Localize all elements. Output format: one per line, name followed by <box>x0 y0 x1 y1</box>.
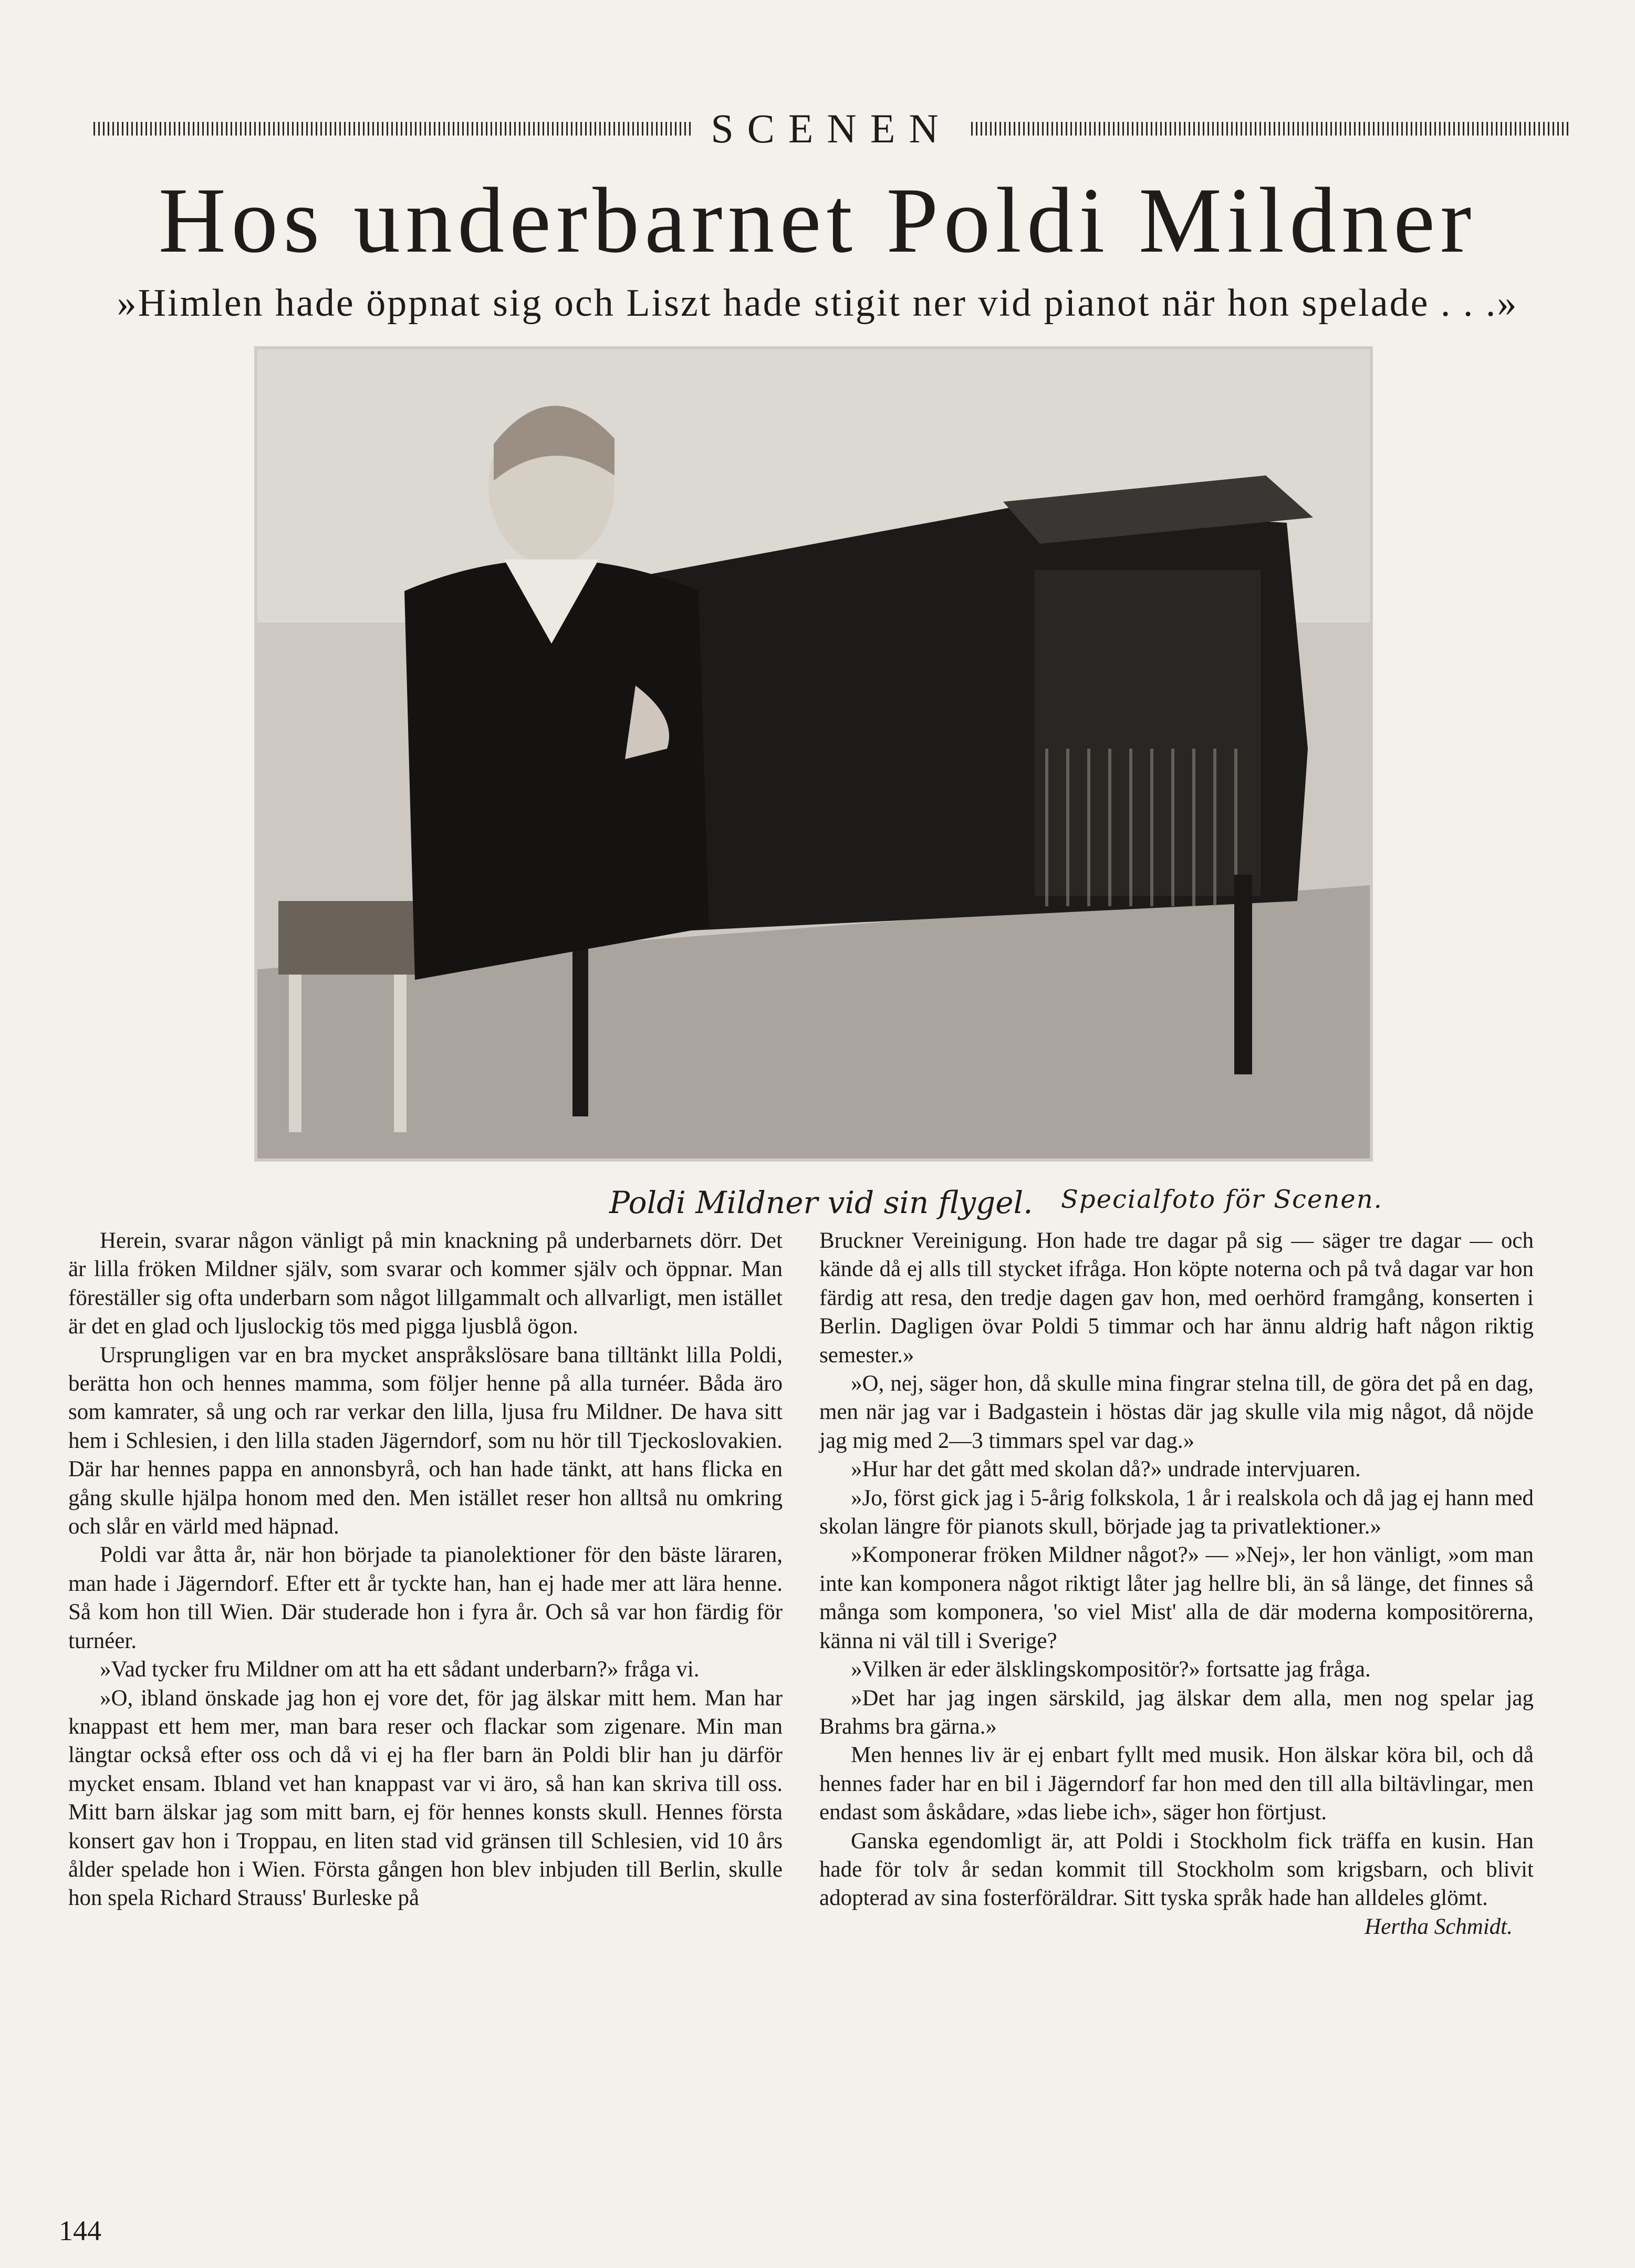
paragraph: Bruckner Vereinigung. Hon hade tre dagar på sig — säger tre dagar — och kände då ej alls till stycket ifråga. Hon köpte noterna och på två dagar var hon färdig att resa, den tredje dagen gav hon, med oerhörd framgång, konserten i Berlin. Dagligen övar Poldi 5 timmar och har ännu aldrig haft någon riktig semester.» <box>819 1228 1534 1368</box>
paragraph: »Hur har det gått med skolan då?» undrade intervjuaren. <box>851 1457 1361 1482</box>
paragraph: Ganska egendomligt är, att Poldi i Stockholm fick träffa en kusin. Han hade för tolv år sedan kommit till Stockholm som krigsbarn, och blivit adopterad av sina fosterföräldrar. Sitt tyska språk hade han alldeles glömt. <box>819 1828 1534 1911</box>
article-subtitle: »Himlen hade öppnat sig och Liszt hade stigit ner vid pianot när hon spelade . . .» <box>117 282 1518 325</box>
paragraph: »Vad tycker fru Mildner om att ha ett sådant underbarn?» fråga vi. <box>100 1657 700 1682</box>
paragraph: »O, nej, säger hon, då skulle mina fingrar stelna till, de göra det på en dag, men när jag var i Badgastein i höstas där jag skulle vila mig något, då nöjde jag mig med 2—3 timmars spel var dag.» <box>819 1371 1534 1453</box>
photo-credit: Specialfoto för Scenen. <box>1061 1185 1383 1214</box>
paragraph: »Komponerar fröken Mildner något?» — »Nej», ler hon vänligt, »om man inte kan komponera något riktigt låter jag hellre bli, än så länge, det finnes så många som komponera, 'so viel Mist' alla de där moderna kompositörerna, känna ni väl till i Sverige? <box>819 1542 1534 1653</box>
page-number: 144 <box>59 2215 101 2246</box>
paragraph: »Jo, först gick jag i 5-årig folkskola, 1 år i realskola och då jag ej hann med skolan längre för pianots skull, började jag ta privatlektioner.» <box>819 1485 1534 1539</box>
section-header <box>93 105 1569 152</box>
article-column-left <box>68 1227 783 1913</box>
header-rule-right <box>971 122 1569 136</box>
paragraph: »Det har jag ingen särskild, jag älskar dem alla, men nog spelar jag Brahms bra gärna.» <box>819 1685 1534 1739</box>
paragraph: Men hennes liv är ej enbart fyllt med musik. Hon älskar köra bil, och då hennes fader har en bil i Jägerndorf far hon med den till alla biltävlingar, men endast som åskådare, »das liebe ich», säger hon förtjust. <box>819 1743 1534 1825</box>
article-title: Hos underbarnet Poldi Mildner <box>158 168 1477 272</box>
paragraph: »Vilken är eder älsklingskompositör?» fortsatte jag fråga. <box>851 1657 1371 1682</box>
header-rule-left <box>93 122 692 136</box>
photo-caption: Poldi Mildner vid sin flygel. <box>609 1185 1033 1220</box>
paragraph: Herein, svarar någon vänligt på min knackning på underbarnets dörr. Det är lilla fröken Mildner själv, som svarar och kommer själv och öppnar. Man föreställer sig ofta underbarn som något lillgammalt och allvarligt, men istället är det en glad och ljuslockig tös med pigga ljusblå ögon. <box>68 1228 783 1339</box>
article-column-right <box>819 1227 1534 1941</box>
paragraph: »O, ibland önskade jag hon ej vore det, för jag älskar mitt hem. Man har knappast ett hem mer, man bara reser och flackar som zigenare. Min man längtar också efter oss och då vi ej ha fler barn än Poldi blir han ju därför mycket ensam. Ibland vet han knappast var vi äro, så han kan skriva till oss. Mitt barn älskar jag som mitt barn, ej för hennes konsts skull. Hennes första konsert gav hon i Troppau, en liten stad vid gränsen till Schlesien, vid 10 års ålder spelade hon i Wien. Första gången hon blev inbjuden till Berlin, skulle hon spela Richard Strauss' Burleske på <box>68 1685 783 1911</box>
photo-illustration <box>257 349 1370 1158</box>
article-photo <box>257 349 1370 1158</box>
paragraph: Poldi var åtta år, när hon började ta pianolektioner för den bäste läraren, man hade i Jägerndorf. Efter ett år tyckte han, han ej hade mer att lära henne. Så kom hon till Wien. Där studerade hon i fyra år. Och så var hon färdig för turnéer. <box>68 1542 783 1653</box>
paragraph: Ursprungligen var en bra mycket anspråkslösare bana tilltänkt lilla Poldi, berätta hon och hennes mamma, som följer henne på alla turnéer. Båda äro som kamrater, så ung och rar verkar den lilla, ljusa fru Mildner. De hava sitt hem i Schlesien, i den lilla staden Jägerndorf, som nu hör till Tjeckoslovakien. Där har hennes pappa en annonsbyrå, och han hade tänkt, att hans flicka en gång skulle hjälpa honom med den. Men istället reser hon alltså nu omkring och slår en värld med häpnad. <box>68 1342 783 1539</box>
section-title: SCENEN <box>711 106 952 151</box>
author-signature: Hertha Schmidt. <box>1365 1914 1513 1939</box>
